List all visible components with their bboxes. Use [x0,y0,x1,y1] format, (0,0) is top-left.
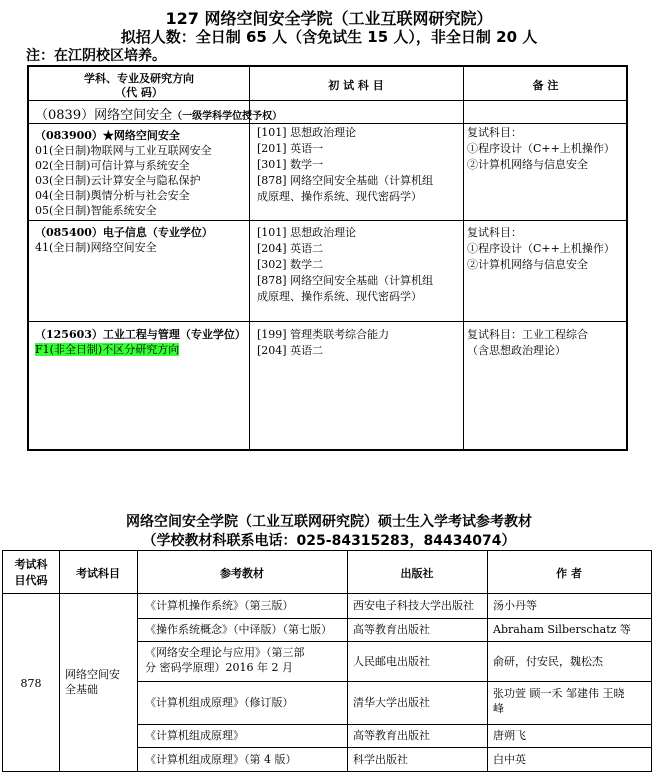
exam-item: [204] 英语二 [257,344,324,357]
exam-item: [301] 数学一 [257,158,324,171]
book-title-line: 分 密码学原理）2016 年 2 月 [145,661,293,674]
exam-item: [878] 网络空间安全基础（计算机组 [257,174,434,187]
remark-083900 [467,125,627,173]
exam-item: [201] 英语一 [257,142,324,155]
book-publisher: 高等教育出版社 [353,729,430,742]
exam-subject-line: 全基础 [65,683,98,696]
book-author: 俞研，付安民，魏松杰 [493,655,603,668]
book-title: 《计算机组成原理》（第 4 版） [145,753,297,766]
col-header-exam: 初 试 科 目 [328,79,384,92]
col-header-author: 作 者 [556,567,582,580]
divider [29,220,626,221]
divider [29,123,626,124]
book-publisher: 西安电子科技大学出版社 [353,599,474,612]
divider [3,593,651,594]
book-title: 《计算机组成原理》 [145,729,244,742]
divider [137,724,651,725]
program-row-085400 [35,225,247,255]
book-author: Abraham Silberschatz 等 [493,623,631,636]
contact-phone: （学校教材科联系电话：025-84315283，84434074） [142,533,516,549]
exam-list-085400 [257,225,461,305]
remark-item: 复试科目： [467,226,522,239]
discipline-row [35,104,282,123]
remark-item: 复试科目：工业工程综合 [467,328,588,341]
exam-item: [204] 英语二 [257,242,324,255]
exam-item: [101] 思想政治理论 [257,126,357,139]
reference-books-title: 网络空间安全学院（工业互联网研究院）硕士生入学考试参考教材 [126,514,532,530]
program-code: （083900）★网络空间安全 [35,129,180,142]
book-title [145,645,345,675]
book-publisher: 人民邮电出版社 [353,655,430,668]
col-header-book: 参考教材 [220,567,264,580]
remark-item: （含思想政治理论） [467,344,566,357]
exam-code: 878 [20,677,42,690]
exam-subject [65,667,135,697]
exam-item: [199] 管理类联考综合能力 [257,328,390,341]
exam-item: [302] 数学二 [257,258,324,271]
divider [137,641,651,642]
remark-085400 [467,225,627,273]
program-code: （125603）工业工程与管理（专业学位） [35,328,246,341]
book-publisher: 科学出版社 [353,753,408,766]
divider [487,551,488,771]
divider [29,321,626,322]
book-title: 《计算机组成原理》（修订版） [145,696,294,709]
book-publisher: 高等教育出版社 [353,623,430,636]
divider [137,681,651,682]
book-author: 白中英 [493,753,526,766]
book-author: 唐朔飞 [493,729,526,742]
divider [249,67,250,449]
remark-125603 [467,327,627,359]
discipline-name: （0839）网络空间安全 [35,108,173,123]
divider [29,100,626,101]
direction-item: 01(全日制)物联网与工业互联网安全 [35,144,212,157]
divider [137,747,651,748]
program-table [27,65,628,451]
book-author [493,686,649,716]
exam-item: [101] 思想政治理论 [257,226,357,239]
exam-item: 成原理、操作系统、现代密码学） [257,190,422,203]
remark-item: ①程序设计（C++上机操作） [467,142,615,155]
book-author: 汤小丹等 [493,599,537,612]
book-author-line: 峰 [493,702,504,715]
col-header-remark: 备 注 [532,79,559,92]
col-header-subject: 学科、专业及研究方向 [84,72,194,85]
exam-item: 成原理、操作系统、现代密码学） [257,290,422,303]
book-publisher: 清华大学出版社 [353,696,430,709]
exam-list-125603 [257,327,461,359]
campus-note: 注：在江阴校区培养。 [26,48,166,64]
direction-item: 41(全日制)网络空间安全 [35,241,157,254]
direction-item: 04(全日制)舆情分析与社会安全 [35,189,190,202]
remark-item: 复试科目： [467,126,522,139]
direction-item: 05(全日制)智能系统安全 [35,204,157,217]
divider [137,618,651,619]
col-header-publisher: 出版社 [400,567,434,580]
exam-list-083900 [257,125,461,205]
col-header-exam-subject: 考试科目 [76,567,120,580]
reference-books-table [2,550,652,772]
direction-item: 02(全日制)可信计算与系统安全 [35,159,190,172]
enrollment-quota: 拟招人数：全日制 65 人（含免试生 15 人），非全日制 20 人 [120,28,538,46]
remark-item: ①程序设计（C++上机操作） [467,242,615,255]
highlighted-direction: F1(非全日制)不区分研究方向 [35,343,180,356]
book-author-line: 张功萱 顾一禾 邹建伟 王晓 [493,687,625,700]
program-row-083900 [35,128,247,218]
exam-subject-line: 网络空间安 [65,668,120,681]
book-title: 《计算机操作系统》（第三版） [145,599,294,612]
divider [137,551,138,771]
col-header-code: （代 码） [115,86,163,99]
divider [59,551,60,771]
direction-item: 03(全日制)云计算安全与隐私保护 [35,174,201,187]
program-row-125603 [35,327,247,357]
col-header-exam-code: 考试科 [14,558,48,571]
divider [347,551,348,771]
book-title: 《操作系统概念》（中译版）（第七版） [145,623,332,636]
remark-item: ②计算机网络与信息安全 [467,258,588,271]
divider [463,67,464,449]
page-title: 127 网络空间安全学院（工业互联网研究院） [165,9,493,28]
col-header-exam-code-2: 目代码 [14,574,48,587]
program-code: （085400）电子信息（专业学位） [35,226,213,239]
remark-item: ②计算机网络与信息安全 [467,158,588,171]
exam-item: [878] 网络空间安全基础（计算机组 [257,274,434,287]
book-title-line: 《网络安全理论与应用》（第三部 [145,646,305,659]
discipline-note: （一级学科学位授予权） [172,111,283,122]
